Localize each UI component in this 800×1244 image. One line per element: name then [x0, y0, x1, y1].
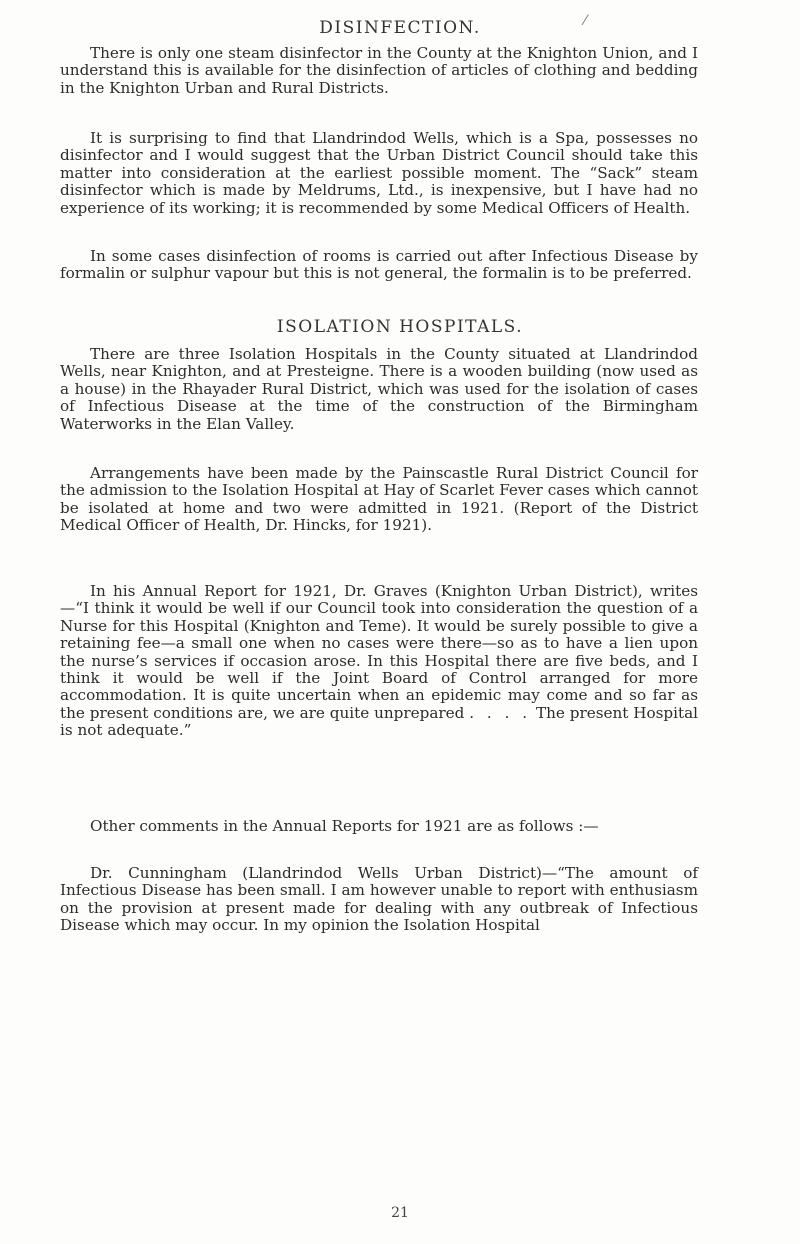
quote-graves-end: The present Hospital is not adequate.” — [60, 703, 698, 740]
paragraph-isolation-5: Dr. Cunningham (Llandrindod Wells Urban District)—“The amount of Infectious Disease has been small. I am however unable to report with enthusiasm on the provision at present made for dealing with any outbreak of Infectious Disease which may occur. In my opinion the Isolation Hospital — [60, 864, 698, 935]
paragraph-isolation-3 — [60, 583, 698, 740]
paragraph-isolation-4: Other comments in the Annual Reports for 1921 are as follows :— — [90, 817, 599, 835]
paragraph-disinfection-2: It is surprising to find that Llandrindod Wells, which is a Spa, possesses no disinfector and I would suggest that the Urban District Council should take this matter into consideration at the earliest possible moment. The “Sack” steam disinfector which is made by Meldrums, Ltd., is inexpensive, but I have had no experience of its working; it is recommended by some Medical Officers of Health. — [60, 129, 698, 217]
heading-disinfection: DISINFECTION. — [319, 18, 481, 38]
ellipsis: . . . . — [469, 703, 532, 722]
pencil-mark: ⁄ — [584, 13, 587, 29]
paragraph-isolation-2: Arrangements have been made by the Painscastle Rural District Council for the admission to the Isolation Hospital at Hay of Scarlet Fever cases which cannot be isolated at home and two were admitted in 1921. (Report of the District Medical Officer of Health, Dr. Hincks, for 1921). — [60, 464, 698, 535]
paragraph-disinfection-1: There is only one steam disinfector in the County at the Knighton Union, and I understand this is available for the disinfection of articles of clothing and bedding in the Knighton Urban and Rural Districts. — [60, 44, 698, 97]
paragraph-disinfection-3: In some cases disinfection of rooms is carried out after Infectious Disease by formalin or sulphur vapour but this is not general, the formalin is to be preferred. — [60, 247, 698, 283]
paragraph-isolation-1: There are three Isolation Hospitals in the County situated at Llandrindod Wells, near Knighton, and at Presteigne. There is a wooden building (now used as a house) in the Rhayader Rural District, which was used for the isolation of cases of Infectious Disease at the time of the construction of the Birmingham Waterworks in the Elan Valley. — [60, 345, 698, 433]
quote-graves: In his Annual Report for 1921, Dr. Graves (Knighton Urban District), writes—“I think it would be well if our Council took into consideration the question of a Nurse for this Hospital (Knighton and Teme). It would be surely possible to give a retaining fee—a small one when no cases were there—so as to have a lien upon the nurse’s services if occasion arose. In this Hospital there are five beds, and I think it would be well if the Joint Board of Control arranged for more accommodation. It is quite uncertain when an epidemic may come and so far as the present conditions are, we are quite unprepared — [60, 582, 698, 722]
heading-isolation-hospitals: ISOLATION HOSPITALS. — [276, 317, 524, 337]
page-number: 21 — [391, 1205, 409, 1221]
